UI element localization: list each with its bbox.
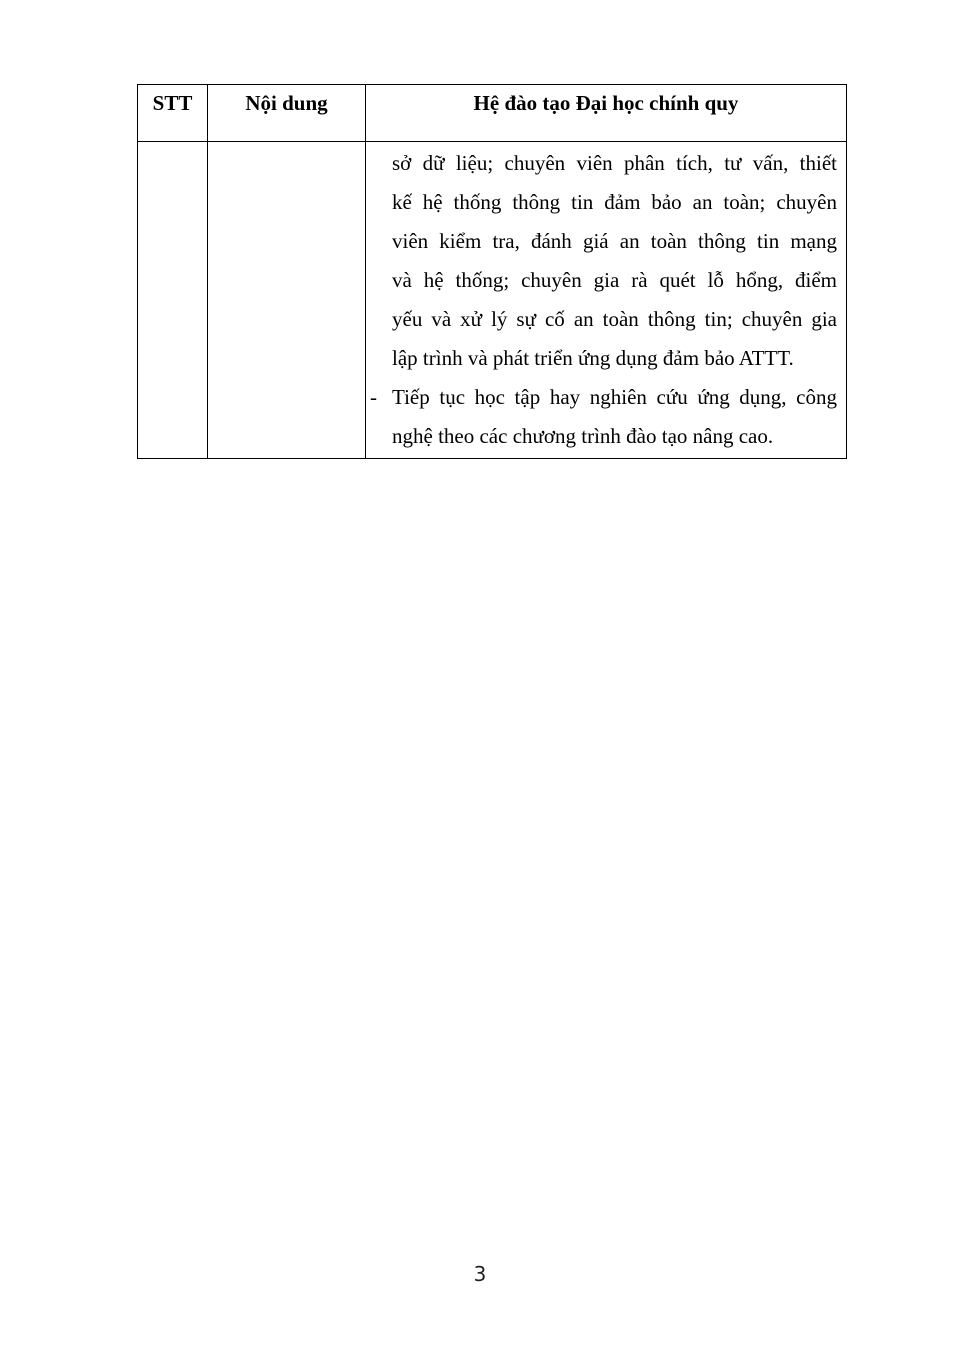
bullet-dash: -: [370, 385, 377, 409]
text-line: Tiếp tục học tập hay nghiên cứu ứng dụng, công: [392, 385, 837, 409]
cell-program: [366, 142, 847, 459]
text-line: nghệ theo các chương trình đào tạo nâng cao.: [392, 424, 774, 448]
table-header-row: [138, 85, 847, 142]
header-content: Nội dung: [208, 85, 366, 142]
table-row: [138, 142, 847, 459]
program-table: [137, 84, 847, 459]
cell-content: [208, 142, 366, 459]
header-program: Hệ đào tạo Đại học chính quy: [366, 85, 847, 142]
text-line: viên kiểm tra, đánh giá an toàn thông tin mạng: [392, 229, 837, 253]
text-line: và hệ thống; chuyên gia rà quét lỗ hổng, điểm: [392, 268, 837, 292]
text-line: kế hệ thống thông tin đảm bảo an toàn; chuyên: [392, 190, 837, 214]
bullet-item: [366, 378, 837, 456]
page-number: 3: [473, 1262, 487, 1286]
text-line: sở dữ liệu; chuyên viên phân tích, tư vấn, thiết: [392, 151, 837, 175]
text-line: yếu và xử lý sự cố an toàn thông tin; chuyên gia: [392, 307, 837, 331]
header-stt: STT: [138, 85, 208, 142]
text-line: lập trình và phát triển ứng dụng đảm bảo ATTT.: [392, 346, 794, 370]
cell-stt: [138, 142, 208, 459]
